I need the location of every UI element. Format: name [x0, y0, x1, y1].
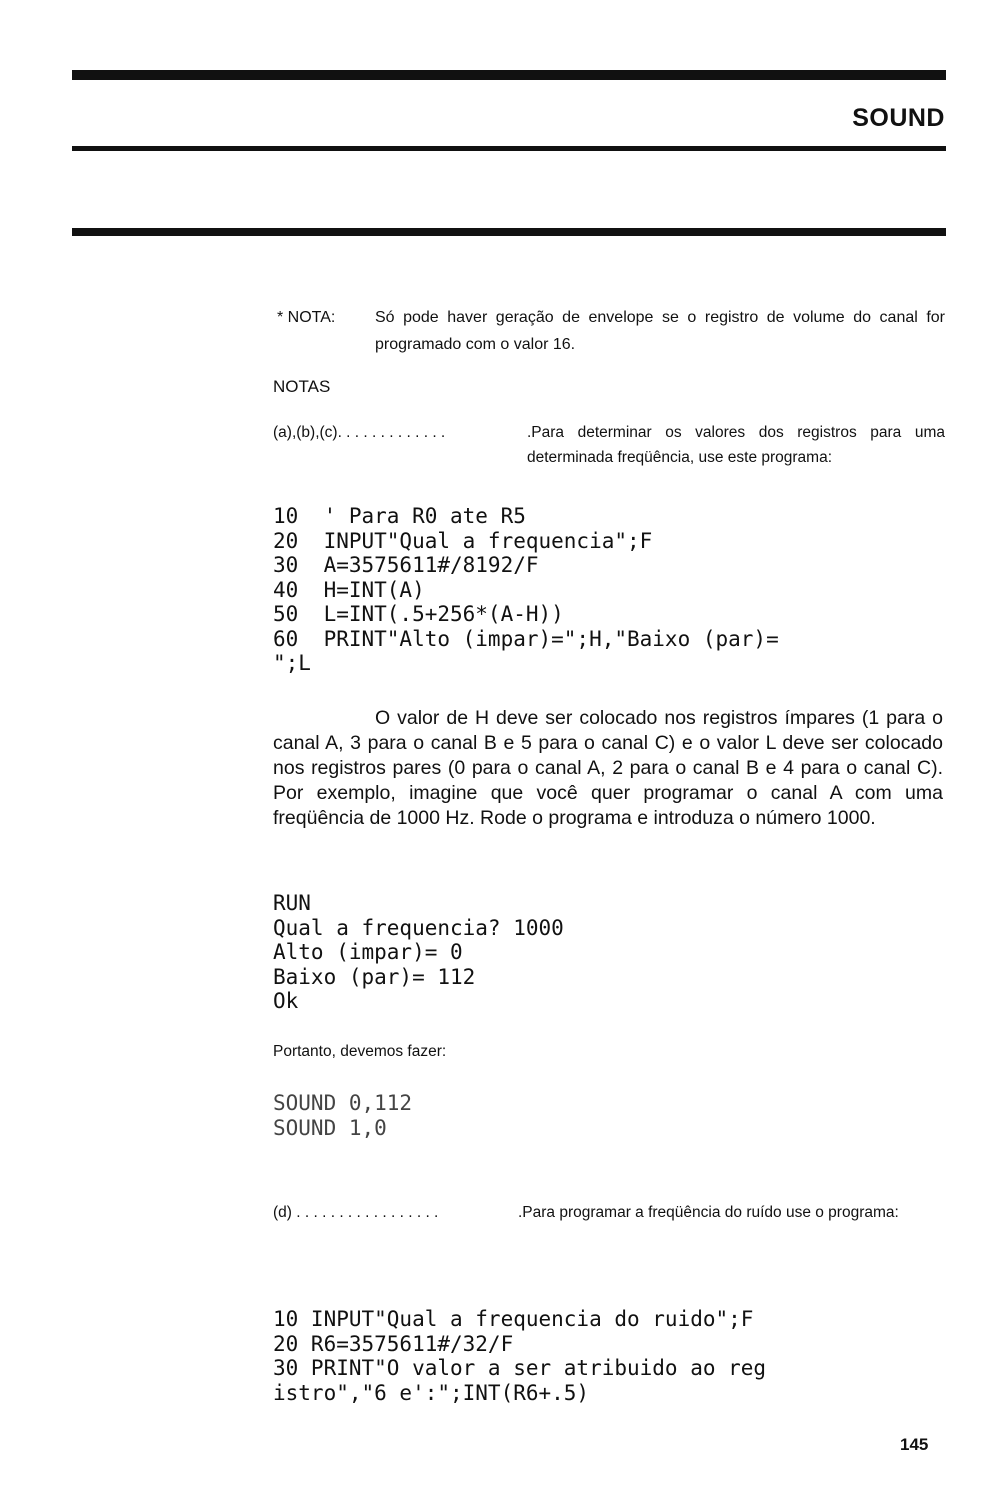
page-number: 145 [900, 1435, 929, 1454]
code-line: 10 INPUT"Qual a frequencia do ruido";F [273, 1307, 754, 1331]
code-line: 30 PRINT"O valor a ser atribuido ao reg [273, 1356, 767, 1380]
code-line: ";L [273, 651, 311, 675]
item-abc-label: (a),(b),(c). . . . . . . . . . . . . [273, 424, 446, 441]
code-line: 50 L=INT(.5+256*(A-H)) [273, 602, 564, 626]
output-line: RUN [273, 891, 311, 915]
output-line: Qual a frequencia? 1000 [273, 915, 564, 940]
explanation-paragraph: O valor de H deve ser colocado nos registros ímpares (1 para o canal A, 3 para o canal B e 5 para o canal C) e o valor L deve ser colocado nos registros pares (0 para o canal A, 2 para o canal B e 4 para o canal C). Por exemplo, imagine que você quer programar o canal A com uma freqüência de 1000 Hz. Rode o programa e introduza o número 1000. [273, 707, 943, 829]
code-line: 30 A=3575611#/8192/F [273, 553, 539, 577]
code-line: 20 INPUT"Qual a frequencia";F [273, 528, 653, 553]
code-line: 40 H=INT(A) [273, 577, 425, 602]
top-rule-thick [72, 70, 946, 80]
run-output-listing [273, 891, 564, 1014]
program-listing-noise [273, 1307, 766, 1405]
program-listing-frequency [273, 504, 779, 676]
item-d-label: (d) . . . . . . . . . . . . . . . . . [273, 1204, 439, 1221]
output-line: Alto (impar)= 0 [273, 940, 463, 964]
output-line: Baixo (par)= 112 [273, 964, 476, 989]
section-title: SOUND [852, 104, 945, 132]
sound-line: SOUND 1,0 [273, 1115, 387, 1140]
item-d-text: .Para programar a freqüência do ruído use o programa: [518, 1204, 899, 1221]
sound-line: SOUND 0,112 [273, 1091, 413, 1115]
code-line: 10 ' Para R0 ate R5 [273, 504, 526, 528]
notas-heading: NOTAS [273, 377, 331, 396]
header-rule [72, 146, 946, 151]
code-line: istro","6 e':";INT(R6+.5) [273, 1380, 590, 1405]
nota-text: Só pode haver geração de envelope se o registro de volume do canal for programado com o valor 16. [375, 309, 945, 353]
nota-label: * NOTA: [277, 309, 336, 326]
item-abc-text: .Para determinar os valores dos registros para uma determinada freqüência, use este programa: [527, 424, 945, 466]
code-line: 60 PRINT"Alto (impar)=";H,"Baixo (par)= [273, 626, 779, 651]
sound-commands-listing [273, 1091, 412, 1140]
content-rule [72, 228, 946, 236]
code-line: 20 R6=3575611#/32/F [273, 1331, 514, 1356]
portanto-text: Portanto, devemos fazer: [273, 1043, 447, 1060]
output-line: Ok [273, 989, 299, 1013]
